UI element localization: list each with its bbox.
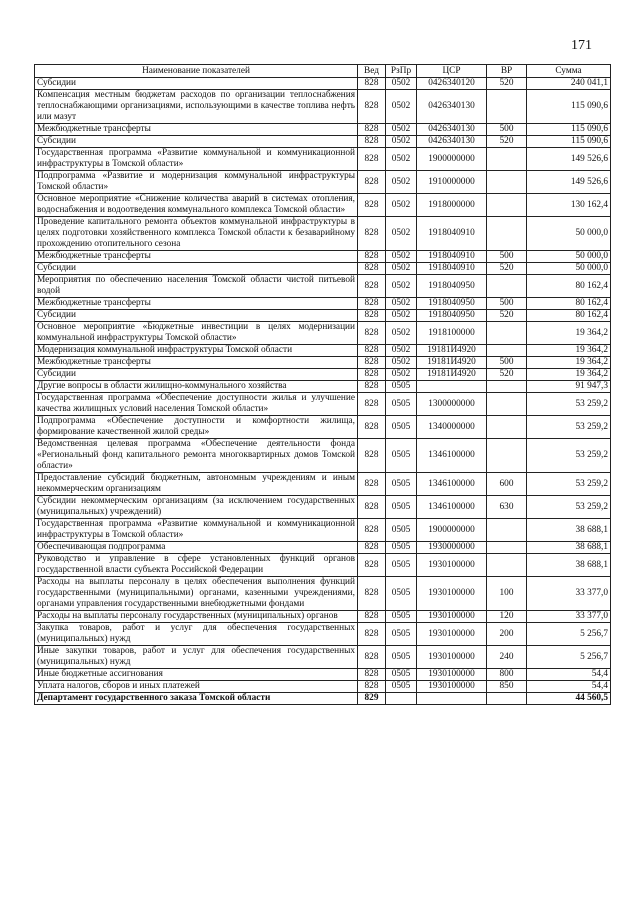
cell-name: Межбюджетные трансферты <box>35 251 358 263</box>
cell-sum: 50 000,0 <box>527 263 611 275</box>
cell-ved: 828 <box>358 611 386 623</box>
table-row <box>35 357 611 369</box>
cell-csr: 1930100000 <box>417 623 487 646</box>
cell-vr <box>487 393 527 416</box>
cell-vr: 100 <box>487 577 527 611</box>
cell-ved: 828 <box>358 623 386 646</box>
cell-csr: 19181И4920 <box>417 357 487 369</box>
cell-csr: 1918040910 <box>417 217 487 251</box>
table-row <box>35 217 611 251</box>
cell-name: Государственная программа «Развитие коммунальной и коммуникационной инфраструктуры в Томской области» <box>35 148 358 171</box>
table-row <box>35 577 611 611</box>
cell-sum: 53 259,2 <box>527 473 611 496</box>
table-row <box>35 298 611 310</box>
cell-csr <box>417 381 487 393</box>
cell-ved: 828 <box>358 519 386 542</box>
table-row <box>35 669 611 681</box>
column-header-name: Наименование показателей <box>35 65 358 78</box>
cell-sum: 80 162,4 <box>527 298 611 310</box>
cell-rzpr: 0505 <box>386 623 417 646</box>
cell-rzpr <box>386 693 417 705</box>
cell-csr: 1910000000 <box>417 171 487 194</box>
cell-ved: 828 <box>358 646 386 669</box>
table-row <box>35 263 611 275</box>
page-number: 171 <box>571 38 592 53</box>
cell-vr: 800 <box>487 669 527 681</box>
cell-vr: 240 <box>487 646 527 669</box>
cell-vr: 520 <box>487 263 527 275</box>
table-row <box>35 519 611 542</box>
cell-vr: 520 <box>487 369 527 381</box>
cell-rzpr: 0502 <box>386 78 417 90</box>
cell-ved: 828 <box>358 357 386 369</box>
cell-sum: 80 162,4 <box>527 275 611 298</box>
cell-sum: 115 090,6 <box>527 136 611 148</box>
cell-name: Уплата налогов, сборов и иных платежей <box>35 681 358 693</box>
cell-csr: 1930000000 <box>417 542 487 554</box>
cell-sum: 5 256,7 <box>527 646 611 669</box>
table-body <box>35 78 611 705</box>
cell-ved: 828 <box>358 298 386 310</box>
cell-ved: 828 <box>358 542 386 554</box>
cell-rzpr: 0502 <box>386 275 417 298</box>
cell-name: Субсидии <box>35 78 358 90</box>
cell-name: Государственная программа «Развитие коммунальной и коммуникационной инфраструктуры в Томской области» <box>35 519 358 542</box>
cell-name: Субсидии <box>35 136 358 148</box>
cell-sum: 50 000,0 <box>527 217 611 251</box>
cell-csr: 19181И4920 <box>417 369 487 381</box>
cell-csr: 1930100000 <box>417 669 487 681</box>
cell-name: Государственная программа «Обеспечение доступности жилья и улучшение качества жилищных условий населения Томской области» <box>35 393 358 416</box>
cell-sum: 5 256,7 <box>527 623 611 646</box>
cell-ved: 828 <box>358 439 386 473</box>
cell-ved: 828 <box>358 681 386 693</box>
cell-name: Основное мероприятие «Бюджетные инвестиции в целях модернизации коммунальной инфраструктуры Томской области» <box>35 322 358 345</box>
cell-ved: 828 <box>358 473 386 496</box>
cell-sum: 53 259,2 <box>527 496 611 519</box>
cell-ved: 828 <box>358 251 386 263</box>
cell-rzpr: 0502 <box>386 263 417 275</box>
cell-rzpr: 0502 <box>386 194 417 217</box>
cell-csr: 1918040910 <box>417 263 487 275</box>
table-row <box>35 473 611 496</box>
cell-csr: 1918040950 <box>417 310 487 322</box>
table-row <box>35 345 611 357</box>
cell-sum: 38 688,1 <box>527 519 611 542</box>
cell-name: Расходы на выплаты персоналу в целях обеспечения выполнения функций государственными (муниципальными) органами, казенными учреждениями, органами управления государственными внебюджетными фондами <box>35 577 358 611</box>
cell-csr: 1918100000 <box>417 322 487 345</box>
cell-sum: 53 259,2 <box>527 393 611 416</box>
cell-vr: 520 <box>487 78 527 90</box>
cell-ved: 828 <box>358 263 386 275</box>
cell-csr: 1346100000 <box>417 439 487 473</box>
cell-ved: 828 <box>358 345 386 357</box>
cell-rzpr: 0502 <box>386 310 417 322</box>
cell-name: Иные закупки товаров, работ и услуг для обеспечения государственных (муниципальных) нужд <box>35 646 358 669</box>
cell-csr: 1918040910 <box>417 251 487 263</box>
cell-rzpr: 0505 <box>386 381 417 393</box>
cell-rzpr: 0502 <box>386 298 417 310</box>
cell-sum: 19 364,2 <box>527 369 611 381</box>
cell-name: Подпрограмма «Развитие и модернизация коммунальной инфраструктуры Томской области» <box>35 171 358 194</box>
table-row <box>35 136 611 148</box>
cell-ved: 828 <box>358 496 386 519</box>
table-row <box>35 646 611 669</box>
table-row <box>35 439 611 473</box>
cell-rzpr: 0502 <box>386 171 417 194</box>
cell-vr: 500 <box>487 357 527 369</box>
cell-sum: 91 947,3 <box>527 381 611 393</box>
cell-vr: 520 <box>487 136 527 148</box>
cell-rzpr: 0505 <box>386 554 417 577</box>
cell-ved: 828 <box>358 78 386 90</box>
cell-sum: 19 364,2 <box>527 357 611 369</box>
cell-csr: 1346100000 <box>417 473 487 496</box>
cell-sum: 149 526,6 <box>527 171 611 194</box>
cell-rzpr: 0505 <box>386 519 417 542</box>
cell-csr: 1900000000 <box>417 519 487 542</box>
cell-vr <box>487 171 527 194</box>
cell-ved: 828 <box>358 171 386 194</box>
cell-name: Компенсация местным бюджетам расходов по организации теплоснабжения теплоснабжающими организациями, использующими в качестве топлива нефть или мазут <box>35 90 358 124</box>
cell-rzpr: 0505 <box>386 416 417 439</box>
cell-rzpr: 0502 <box>386 136 417 148</box>
cell-ved: 828 <box>358 124 386 136</box>
cell-rzpr: 0505 <box>386 473 417 496</box>
table-row <box>35 542 611 554</box>
table-row <box>35 251 611 263</box>
cell-vr <box>487 275 527 298</box>
cell-sum: 33 377,0 <box>527 577 611 611</box>
cell-rzpr: 0502 <box>386 90 417 124</box>
cell-rzpr: 0505 <box>386 577 417 611</box>
table-row <box>35 124 611 136</box>
cell-vr <box>487 217 527 251</box>
cell-sum: 54,4 <box>527 681 611 693</box>
cell-sum: 130 162,4 <box>527 194 611 217</box>
cell-csr: 1346100000 <box>417 496 487 519</box>
table-row <box>35 416 611 439</box>
cell-sum: 240 041,1 <box>527 78 611 90</box>
cell-name: Мероприятия по обеспечению населения Томской области чистой питьевой водой <box>35 275 358 298</box>
column-header-rzpr: РзПр <box>386 65 417 78</box>
cell-rzpr: 0502 <box>386 251 417 263</box>
cell-sum: 149 526,6 <box>527 148 611 171</box>
cell-rzpr: 0502 <box>386 322 417 345</box>
cell-csr: 1918000000 <box>417 194 487 217</box>
cell-sum: 38 688,1 <box>527 542 611 554</box>
cell-csr: 1900000000 <box>417 148 487 171</box>
cell-rzpr: 0505 <box>386 611 417 623</box>
cell-csr: 1930100000 <box>417 577 487 611</box>
cell-rzpr: 0505 <box>386 669 417 681</box>
cell-ved: 828 <box>358 369 386 381</box>
cell-name: Межбюджетные трансферты <box>35 298 358 310</box>
cell-name: Субсидии <box>35 263 358 275</box>
cell-csr: 1918040950 <box>417 298 487 310</box>
cell-sum: 44 560,5 <box>527 693 611 705</box>
cell-vr: 520 <box>487 310 527 322</box>
cell-name: Руководство и управление в сфере установленных функций органов государственной власти субъекта Российской Федерации <box>35 554 358 577</box>
table-row <box>35 681 611 693</box>
cell-rzpr: 0505 <box>386 681 417 693</box>
cell-rzpr: 0502 <box>386 148 417 171</box>
cell-sum: 54,4 <box>527 669 611 681</box>
cell-ved: 828 <box>358 90 386 124</box>
cell-rzpr: 0502 <box>386 124 417 136</box>
cell-name: Модернизация коммунальной инфраструктуры Томской области <box>35 345 358 357</box>
cell-csr: 1300000000 <box>417 393 487 416</box>
cell-sum: 38 688,1 <box>527 554 611 577</box>
table-row <box>35 611 611 623</box>
cell-sum: 33 377,0 <box>527 611 611 623</box>
cell-vr <box>487 416 527 439</box>
cell-name: Межбюджетные трансферты <box>35 357 358 369</box>
cell-name: Закупка товаров, работ и услуг для обеспечения государственных (муниципальных) нужд <box>35 623 358 646</box>
cell-rzpr: 0505 <box>386 393 417 416</box>
table-row <box>35 148 611 171</box>
cell-ved: 828 <box>358 416 386 439</box>
cell-ved: 828 <box>358 577 386 611</box>
cell-name: Ведомственная целевая программа «Обеспечение деятельности фонда «Региональный фонд капитального ремонта многоквартирных домов Томской области» <box>35 439 358 473</box>
cell-vr <box>487 381 527 393</box>
table-row <box>35 171 611 194</box>
cell-name: Иные бюджетные ассигнования <box>35 669 358 681</box>
cell-name: Департамент государственного заказа Томской области <box>35 693 358 705</box>
cell-ved: 828 <box>358 669 386 681</box>
cell-csr: 1340000000 <box>417 416 487 439</box>
table-row <box>35 78 611 90</box>
cell-ved: 828 <box>358 393 386 416</box>
table-row <box>35 693 611 705</box>
cell-name: Обеспечивающая подпрограмма <box>35 542 358 554</box>
cell-vr: 500 <box>487 251 527 263</box>
cell-rzpr: 0505 <box>386 646 417 669</box>
budget-table <box>34 64 611 705</box>
cell-name: Субсидии <box>35 310 358 322</box>
cell-vr: 200 <box>487 623 527 646</box>
cell-name: Проведение капитального ремонта объектов коммунальной инфраструктуры в целях подготовки хозяйственного комплекса Томской области к безаварийному прохождению отопительного сезона <box>35 217 358 251</box>
table-row <box>35 623 611 646</box>
cell-sum: 115 090,6 <box>527 124 611 136</box>
cell-ved: 828 <box>358 148 386 171</box>
cell-vr <box>487 542 527 554</box>
cell-csr: 1930100000 <box>417 554 487 577</box>
cell-rzpr: 0502 <box>386 217 417 251</box>
cell-vr <box>487 90 527 124</box>
cell-vr <box>487 693 527 705</box>
table-row <box>35 369 611 381</box>
table-row <box>35 381 611 393</box>
cell-sum: 19 364,2 <box>527 345 611 357</box>
cell-ved: 828 <box>358 194 386 217</box>
column-header-ved: Вед <box>358 65 386 78</box>
cell-csr: 0426340130 <box>417 90 487 124</box>
cell-sum: 53 259,2 <box>527 439 611 473</box>
cell-ved: 828 <box>358 136 386 148</box>
table-row <box>35 275 611 298</box>
cell-vr <box>487 148 527 171</box>
cell-csr <box>417 693 487 705</box>
cell-name: Межбюджетные трансферты <box>35 124 358 136</box>
cell-rzpr: 0505 <box>386 496 417 519</box>
cell-vr <box>487 194 527 217</box>
cell-rzpr: 0505 <box>386 542 417 554</box>
table-row <box>35 90 611 124</box>
cell-csr: 1930100000 <box>417 611 487 623</box>
cell-name: Подпрограмма «Обеспечение доступности и комфортности жилища, формирование качественной жилой среды» <box>35 416 358 439</box>
cell-ved: 828 <box>358 554 386 577</box>
cell-rzpr: 0505 <box>386 439 417 473</box>
cell-name: Субсидии некоммерческим организациям (за исключением государственных (муниципальных) учреждений) <box>35 496 358 519</box>
cell-ved: 828 <box>358 217 386 251</box>
cell-sum: 115 090,6 <box>527 90 611 124</box>
table-row <box>35 393 611 416</box>
table-row <box>35 310 611 322</box>
cell-csr: 19181И4920 <box>417 345 487 357</box>
column-header-vr: ВР <box>487 65 527 78</box>
cell-vr <box>487 322 527 345</box>
cell-ved: 828 <box>358 310 386 322</box>
cell-vr: 630 <box>487 496 527 519</box>
cell-vr <box>487 439 527 473</box>
cell-name: Основное мероприятие «Снижение количества аварий в системах отопления, водоснабжения и водоотведения коммунального комплекса Томской области» <box>35 194 358 217</box>
cell-csr: 0426340120 <box>417 78 487 90</box>
table-row <box>35 194 611 217</box>
cell-csr: 1930100000 <box>417 681 487 693</box>
cell-rzpr: 0502 <box>386 357 417 369</box>
cell-csr: 1930100000 <box>417 646 487 669</box>
cell-sum: 80 162,4 <box>527 310 611 322</box>
cell-vr: 500 <box>487 124 527 136</box>
cell-csr: 1918040950 <box>417 275 487 298</box>
column-header-sum: Сумма <box>527 65 611 78</box>
column-header-csr: ЦСР <box>417 65 487 78</box>
cell-vr: 120 <box>487 611 527 623</box>
cell-rzpr: 0502 <box>386 345 417 357</box>
cell-ved: 829 <box>358 693 386 705</box>
cell-ved: 828 <box>358 322 386 345</box>
cell-ved: 828 <box>358 275 386 298</box>
cell-ved: 828 <box>358 381 386 393</box>
cell-vr: 500 <box>487 298 527 310</box>
table-row <box>35 554 611 577</box>
table-header-row <box>35 65 611 78</box>
cell-name: Расходы на выплаты персоналу государственных (муниципальных) органов <box>35 611 358 623</box>
cell-vr <box>487 519 527 542</box>
cell-name: Субсидии <box>35 369 358 381</box>
cell-vr <box>487 345 527 357</box>
cell-name: Предоставление субсидий бюджетным, автономным учреждениям и иным некоммерческим организациям <box>35 473 358 496</box>
cell-csr: 0426340130 <box>417 124 487 136</box>
cell-sum: 50 000,0 <box>527 251 611 263</box>
table-row <box>35 322 611 345</box>
cell-vr: 600 <box>487 473 527 496</box>
cell-csr: 0426340130 <box>417 136 487 148</box>
table-row <box>35 496 611 519</box>
cell-sum: 19 364,2 <box>527 322 611 345</box>
cell-vr <box>487 554 527 577</box>
cell-name: Другие вопросы в области жилищно-коммунального хозяйства <box>35 381 358 393</box>
cell-vr: 850 <box>487 681 527 693</box>
cell-rzpr: 0502 <box>386 369 417 381</box>
cell-sum: 53 259,2 <box>527 416 611 439</box>
